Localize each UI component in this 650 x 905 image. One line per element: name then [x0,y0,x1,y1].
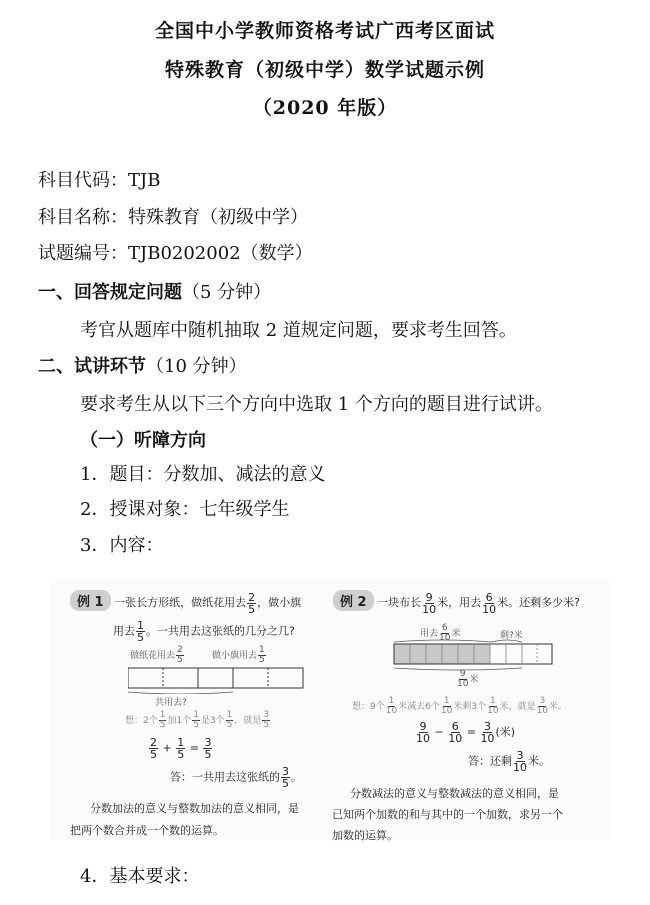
example1-bar-diagram [128,664,308,694]
section2-heading-time: （10 分钟） [146,356,247,377]
example1-text-d: 。一共用去这张纸的几分之几? [146,624,295,638]
example2-label-total: $\frac{9}{10}$ 米 [457,669,479,689]
section2-heading [38,352,247,378]
example1-equation: $\frac{2}{5}$ + $\frac{1}{5}$ = $\frac{3}{5}$ [150,736,212,761]
fraction: $\frac{2}{5}$ [248,590,256,616]
example1-text-b: ，做小旗 [257,596,302,609]
item-basic-requirements: 4．基本要求： [80,866,200,887]
example2-equation: $\frac{9}{10}$ − $\frac{6}{10}$ = $\frac{3}{10}$ (米) [416,720,516,745]
example1-concept-line1: 分数加法的意义与整数加法的意义相同，是 [90,802,299,815]
section1-heading-time: （5 分钟） [182,282,272,303]
example2-thinking: 想：9个 $\frac{1}{10}$ 米减去6个 $\frac{1}{10}$ 米剩3个 $\frac{1}{10}$ 米，就是 $\frac{3}{10}$ 米。 [352,696,568,716]
example2-bar-diagram [392,638,557,672]
doc-subtitle: 特殊教育（初级中学）数学试题示例 [164,59,485,81]
doc-title: 全国中小学教师资格考试广西考区面试 [154,20,495,42]
example2-concept-line3: 加数的运算。 [332,829,398,842]
subsection-hearing: （一）听障方向 [80,430,206,451]
example1-label-flag: 做小旗用去 $\frac{1}{5}$ [212,645,265,665]
item-audience: 2．授课对象：七年级学生 [80,499,290,520]
section1-body: 考官从题库中随机抽取 2 道规定问题，要求考生回答。 [80,320,517,341]
question-number: 试题编号：TJB0202002（数学） [38,243,313,264]
example1-thinking: 想：2个 $\frac{1}{5}$ 加1个 $\frac{1}{5}$ 是3个 $\frac{1}{5}$ ，就是 $\frac{3}{5}$ [125,710,270,730]
example1-line1 [70,590,301,615]
example1-concept-line2: 把两个数合并成一个数的运算。 [70,824,224,837]
example2-line1: 例 2 一块布长 $\frac{9}{10}$ 米，用去 $\frac{6}{10}$ 米。还剩多少米? [333,590,580,615]
example2-concept-line2: 已知两个加数的和与其中的一个加数，求另一个 [332,808,563,821]
section1-heading-bold: 一、回答规定问题 [38,282,182,303]
example2-badge: 例 2 [333,590,374,611]
example1-label-flower: 做纸花用去 $\frac{2}{5}$ [130,645,183,665]
example2-concept-line1: 分数减法的意义与整数减法的意义相同，是 [350,787,559,800]
doc-edition: （2020 年版） [252,97,398,119]
fraction: $\frac{1}{5}$ [137,619,144,644]
item-content: 3．内容： [80,535,164,556]
subject-name: 科目名称：特殊教育（初级中学） [38,207,308,228]
item-topic: 1．题目：分数加、减法的意义 [80,464,326,485]
example2-answer: 答：还剩 $\frac{3}{10}$ 米。 [468,749,550,774]
example2-label-left: 剩?米 [500,631,523,641]
example1-text-c: 用去 [113,624,135,638]
example1-line2 [113,620,295,643]
example1-total-label: 共用去? [155,698,187,708]
example1-badge: 例 1 [70,590,111,611]
section1-heading [38,278,271,304]
section2-body: 要求考生从以下三个方向中选取 1 个方向的题目进行试讲。 [80,394,553,415]
example2-label-used: 用去 $\frac{6}{10}$ 米 [420,623,461,643]
example1-answer: 答：一共用去这张纸的 $\frac{3}{5}$ 。 [170,765,302,790]
example1-text-a: 一张长方形纸，做纸花用去 [114,596,247,609]
subject-code: 科目代码：TJB [38,170,161,191]
section2-heading-bold: 二、试讲环节 [38,356,146,377]
